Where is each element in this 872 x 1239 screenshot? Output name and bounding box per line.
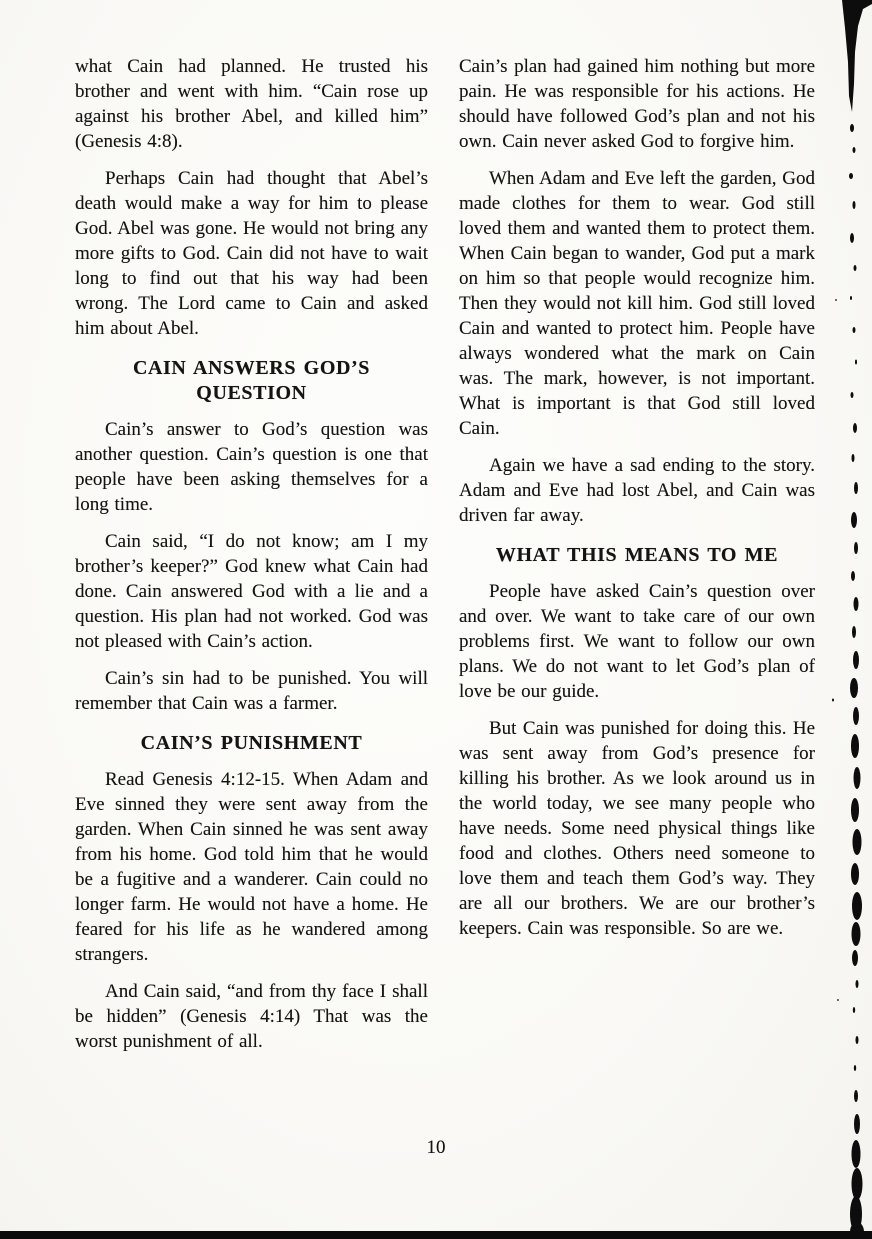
section-heading-what-this-means-to-me: WHAT THIS MEANS TO ME (495, 544, 779, 566)
paragraph: Perhaps Cain had thought that Abel’s death would make a way for him to please God. Abel was gone. He would not bring any more gifts to God. Cain did not have to wait long to find out that his way had been wrong. The Lord came to Cain and asked him about Abel. (75, 168, 428, 339)
paragraph: People have asked Cain’s question over and over. We want to take care of our own problems first. We want to follow our own plans. We do not want to let God’s plan of love be our guide. (459, 581, 815, 702)
paragraph: what Cain had planned. He trusted his brother and went with him. “Cain rose up against his brother Abel, and killed him” (Genesis 4:8). (75, 56, 428, 152)
paragraph: Cain’s answer to God’s question was another question. Cain’s question is one that people have been asking themselves for a long time. (75, 419, 428, 515)
paragraph: But Cain was punished for doing this. He was sent away from God’s presence for killing his brother. As we look around us in the world today, we see many people who have needs. Some need physical things like food and clothes. Others need someone to love them and teach them God’s way. They are all our brothers. We are our brother’s keepers. Cain was responsible. So are we. (459, 718, 815, 939)
paragraph: Again we have a sad ending to the story. Adam and Eve had lost Abel, and Cain was driven far away. (459, 455, 815, 526)
section-heading-cains-punishment: CAIN’S PUNISHMENT (140, 732, 363, 754)
right-column (459, 54, 815, 953)
scan-artifact-right-edge (828, 0, 872, 1239)
paragraph: Cain said, “I do not know; am I my brother’s keeper?” God knew what Cain had done. Cain answered God with a lie and a question. His plan had not worked. God was not pleased with Cain’s action. (75, 531, 428, 652)
section-heading-cain-answers-gods-question: CAIN ANSWERS GOD’S QUESTION (132, 357, 371, 404)
paragraph: Cain’s sin had to be punished. You will remember that Cain was a farmer. (75, 668, 428, 714)
page-number: 10 (426, 1137, 446, 1158)
paragraph: When Adam and Eve left the garden, God made clothes for them to wear. God still loved them and wanted them to protect them. When Cain began to wander, God put a mark on him so that people would recognize him. Then they would not kill him. God still loved Cain and wanted to protect him. People have always wondered what the mark on Cain was. The mark, however, is not important. What is important is that God still loved Cain. (459, 168, 815, 439)
paragraph: Read Genesis 4:12-15. When Adam and Eve sinned they were sent away from the garden. When Cain sinned he was sent away from his home. God told him that he would be a fugitive and a wanderer. Cain could no longer farm. He would not have a home. He feared for his life as he wandered among strangers. (75, 769, 428, 965)
left-column (75, 54, 428, 1066)
scan-artifact-bottom-bar (0, 1231, 872, 1239)
paragraph: And Cain said, “and from thy face I shall be hidden” (Genesis 4:14) That was the worst punishment of all. (75, 981, 428, 1052)
paragraph: Cain’s plan had gained him nothing but more pain. He was responsible for his actions. He should have followed God’s plan and not his own. Cain never asked God to forgive him. (459, 56, 815, 152)
